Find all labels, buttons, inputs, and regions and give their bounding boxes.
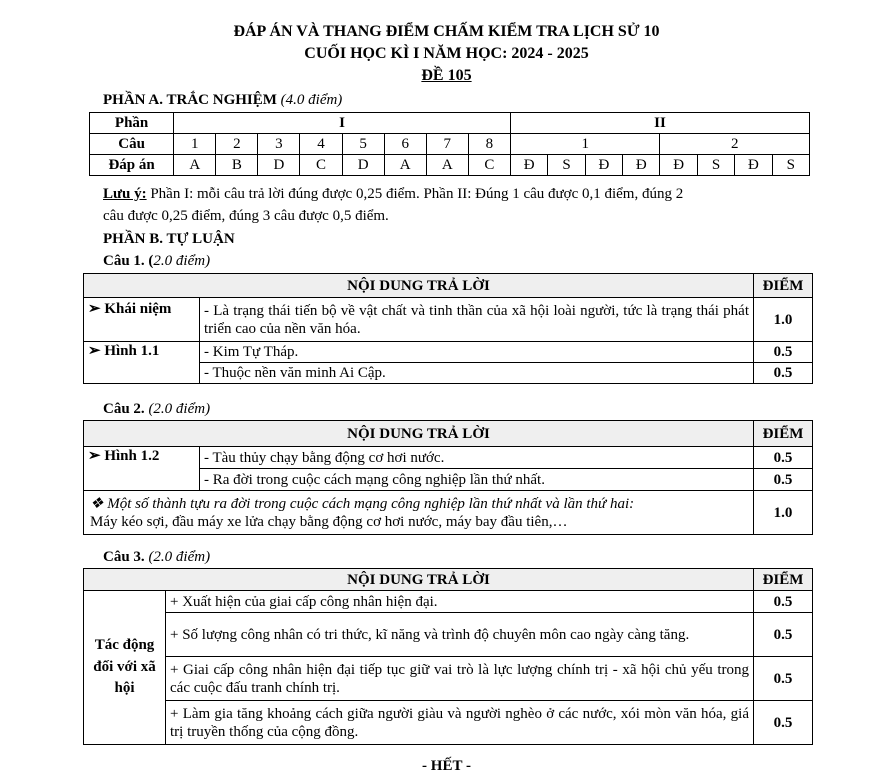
scoring-note-line2: câu được 0,25 điểm, đúng 3 câu được 0,5 điểm. xyxy=(103,208,389,224)
achievements-text: Máy kéo sợi, đầu máy xe lửa chạy bằng động cơ hơi nước, máy bay đầu tiên,… xyxy=(90,513,568,530)
part-b-heading: PHẦN B. TỰ LUẬN xyxy=(103,231,235,247)
q2-heading: Câu 2. (2.0 điểm) xyxy=(103,401,211,417)
q1-table: NỘI DUNG TRẢ LỜI ĐIỂM ➢ Khái niệm - Là trạng thái tiến bộ về vật chất và tinh thần của xã hội loài người, tức là trạng thái phát triển cao của nền văn hóa. 1.0 ➢ Hình 1.1 - Kim Tự Tháp. 0.5 - Thuộc nền văn minh Ai Cập. 0.5 xyxy=(83,273,813,384)
q3-side-label: Tác động đối với xã hội xyxy=(84,591,166,745)
q1-heading: Câu 1. (2.0 điểm) xyxy=(103,253,211,269)
multiple-choice-table: Phần I II Câu 1 2 3 4 5 6 7 8 1 2 Đáp án A B D C D A A C Đ S Đ Đ Đ S Đ S xyxy=(89,112,810,176)
doc-title: ĐÁP ÁN VÀ THANG ĐIỂM CHẤM KIỂM TRA LỊCH SỬ 10 xyxy=(233,23,660,40)
end-marker: - HẾT - xyxy=(422,758,471,774)
scoring-note: Lưu ý: Phần I: mỗi câu trả lời đúng được 0,25 điểm. Phần II: Đúng 1 câu được 0,1 điểm, đúng 2 xyxy=(103,186,684,202)
part-a-heading: PHẦN A. TRẮC NGHIỆM (4.0 điểm) xyxy=(103,92,343,108)
achievements-heading: ❖ Một số thành tựu ra đời trong cuộc cách mạng công nghiệp lần thứ nhất và lần thứ hai: xyxy=(90,495,635,512)
q3-table: NỘI DUNG TRẢ LỜI ĐIỂM Tác động đối với xã hội + Xuất hiện của giai cấp công nhân hiện đại. 0.5 + Số lượng công nhân có tri thức, kĩ năng và trình độ chuyên môn cao ngày càng tăng. 0.5 + Giai cấp công nhân hiện đại tiếp tục giữ vai trò là lực lượng chính trị - xã hội chủ yếu trong các cuộc đấu tranh chính trị. 0.5 + Làm gia tăng khoảng cách giữa người giàu và người nghèo ở các nước, xói mòn văn hóa, giá trị truyền thống của cộng đồng. 0.5 xyxy=(83,568,813,745)
q3-heading: Câu 3. (2.0 điểm) xyxy=(103,549,211,565)
exam-code: ĐỀ 105 xyxy=(421,67,472,84)
q2-table: NỘI DUNG TRẢ LỜI ĐIỂM ➢ Hình 1.2 - Tàu thủy chạy bằng động cơ hơi nước. 0.5 - Ra đời trong cuộc cách mạng công nghiệp lần thứ nhất. 0.5 ❖ Một số thành tựu ra đời trong cuộc cách mạng công nghiệp lần thứ nhất và lần thứ hai: Máy kéo sợi, đầu máy xe lửa chạy bằng động cơ hơi nước, máy bay đầu tiên,… 1.0 xyxy=(83,420,813,535)
doc-subtitle: CUỐI HỌC KÌ I NĂM HỌC: 2024 - 2025 xyxy=(304,45,589,62)
